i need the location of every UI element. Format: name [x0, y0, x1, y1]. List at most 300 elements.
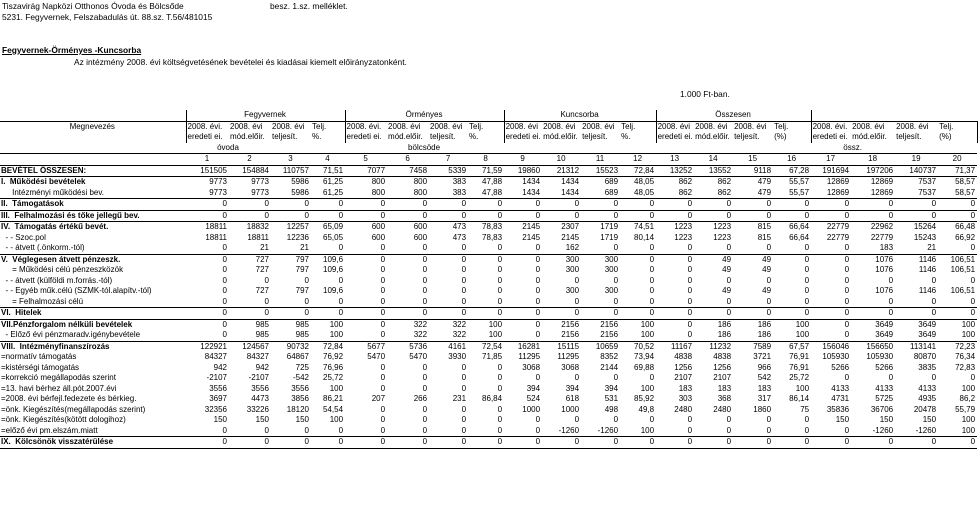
cell-value: 0	[535, 243, 541, 252]
cell-value: 0	[422, 373, 428, 382]
cell-value: 0	[726, 275, 732, 285]
cell-value: 1223	[656, 222, 694, 233]
cell-value: 12869	[811, 177, 851, 188]
cell-value: 4161	[429, 341, 468, 352]
cell-value: 0	[338, 275, 344, 285]
cell-value: 800	[387, 177, 429, 188]
cell-value: 0	[773, 254, 811, 265]
table-row	[0, 265, 977, 276]
cell-value: 266	[413, 394, 428, 403]
row-label: VI. Hitelek	[0, 308, 186, 320]
cell-value: 0	[574, 373, 580, 382]
cell-value: 3649	[851, 319, 895, 330]
cell-value: 0	[844, 296, 850, 306]
column-number-4: 4	[311, 154, 345, 166]
cell-value: 75	[800, 404, 810, 414]
cell-value: 0	[186, 210, 229, 222]
cell-value: 479	[733, 177, 773, 188]
cell-value: 0	[687, 286, 693, 295]
cell-value: 0	[222, 286, 227, 295]
cell-value: 100	[311, 319, 345, 330]
cell-value: 0	[387, 437, 429, 449]
cell-value: 0	[844, 425, 850, 435]
cell-value: 0	[222, 275, 227, 285]
cell-value: 18811	[205, 232, 227, 242]
table-row	[0, 177, 977, 188]
cell-value: 800	[371, 187, 386, 197]
cell-value: 21	[260, 243, 269, 252]
cell-value: 0	[649, 243, 655, 252]
cell-value: 2145	[504, 222, 542, 233]
column-header-top-20: Telj.	[938, 121, 977, 132]
cell-value: 0	[422, 415, 428, 424]
cell-value: 0	[888, 275, 894, 285]
cell-value: 8352	[600, 352, 619, 361]
cell-value: 55,57	[789, 187, 810, 197]
cell-value: 0	[338, 296, 344, 306]
column-header-top-13: 2008. évi	[656, 121, 694, 132]
cell-value: 0	[497, 425, 503, 435]
cell-value: 725	[295, 362, 309, 372]
cell-value: 191694	[811, 165, 851, 177]
cell-value: 0	[535, 296, 541, 306]
cell-value: 0	[429, 254, 468, 265]
cell-value: 69,88	[634, 362, 655, 372]
column-number-5: 5	[345, 154, 387, 166]
cell-value: 0	[649, 296, 655, 306]
group-osszesen: Összesen	[656, 110, 811, 121]
cell-value: 231	[452, 394, 467, 403]
cell-value: 106,51	[950, 286, 976, 295]
cell-value: 498	[604, 404, 619, 414]
cell-value: 0	[581, 437, 620, 449]
cell-value: 0	[387, 254, 429, 265]
cell-value: 100	[640, 425, 655, 435]
column-number-7: 7	[429, 154, 468, 166]
row-label: =kistérségi támogatás	[1, 362, 80, 372]
cell-value: 100	[961, 425, 976, 435]
cell-value: 1719	[600, 232, 619, 242]
cell-value: 4838	[674, 352, 693, 361]
cell-value: 0	[461, 362, 467, 372]
row-label: II. Támogatások	[0, 199, 186, 211]
cell-value: 0	[422, 243, 428, 252]
cell-value: 0	[811, 254, 851, 265]
cell-value: 22779	[811, 222, 851, 233]
cell-value: 0	[938, 210, 977, 222]
column-header-bottom-9: eredeti ei.	[505, 132, 541, 141]
cell-value: 70,52	[620, 341, 656, 352]
cell-value: 0	[811, 308, 851, 320]
cell-value: 727	[255, 286, 269, 295]
cell-value: 618	[565, 394, 580, 403]
row-label: =13. havi bérhez áll.pót.2007.évi	[1, 383, 117, 393]
column-number-1: 1	[186, 154, 229, 166]
cell-value: 2156	[542, 319, 581, 330]
cell-value: 0	[461, 415, 467, 424]
column-header-top-16: Telj.	[773, 121, 811, 132]
cell-value: 0	[535, 265, 541, 274]
organization-title: Fegyvernek-Örményes -Kuncsorba	[2, 45, 142, 55]
cell-value: 0	[844, 265, 850, 274]
cell-value: 0	[773, 308, 811, 320]
cell-value: 0	[613, 415, 619, 424]
cell-value: 0	[497, 373, 503, 382]
cell-value: 394	[604, 383, 619, 393]
table-row	[0, 352, 977, 363]
cell-value: 3856	[291, 394, 309, 403]
cell-value: 5266	[831, 362, 850, 372]
cell-value: 0	[649, 415, 655, 424]
cell-value: 1223	[713, 232, 732, 242]
table-row	[0, 276, 977, 287]
cell-value: 76,91	[789, 362, 810, 372]
cell-value: 600	[345, 222, 387, 233]
cell-value: 300	[542, 254, 581, 265]
cell-value: 0	[844, 243, 850, 252]
cell-value: 0	[222, 265, 227, 274]
column-header-top-8: Telj.	[468, 121, 504, 132]
cell-value: 0	[970, 296, 976, 306]
cell-value: 368	[717, 394, 732, 403]
row-label: =normatív támogatás	[1, 352, 77, 361]
column-header-bottom-17: eredeti ei.	[811, 132, 851, 143]
cell-value: 0	[542, 199, 581, 211]
institution-address: 5231. Fegyvernek, Felszabadulás út. 88.sz. T.56/481015	[2, 12, 213, 22]
cell-value: 0	[574, 275, 580, 285]
cell-value: 0	[773, 210, 811, 222]
cell-value: 7077	[345, 165, 387, 177]
cell-value: 0	[535, 415, 541, 424]
sub-label-row	[0, 143, 977, 154]
cell-value: 35836	[826, 404, 850, 414]
cell-value: 109,6	[323, 265, 344, 274]
cell-value: 122921	[186, 341, 229, 352]
cell-value: 0	[851, 199, 895, 211]
cell-value: 3930	[448, 352, 467, 361]
cell-value: 86,14	[789, 394, 810, 403]
table-row	[0, 394, 977, 405]
column-number-15: 15	[733, 154, 773, 166]
cell-value: 0	[497, 362, 503, 372]
cell-value: 0	[468, 308, 504, 320]
cell-value: 815	[733, 222, 773, 233]
cell-value: 0	[613, 243, 619, 252]
cell-value: 71,85	[482, 352, 503, 361]
row-label: =önk. Kiegészítés(megállapodás szerint)	[1, 404, 146, 414]
cell-value: 0	[345, 199, 387, 211]
cell-value: 18811	[186, 222, 229, 233]
cell-value: 64867	[286, 352, 309, 361]
cell-value: 2156	[561, 330, 580, 339]
cell-value: 5725	[875, 394, 894, 403]
cell-value: 109,6	[311, 254, 345, 265]
cell-value: 0	[694, 308, 733, 320]
table-row	[0, 286, 977, 297]
cell-value: 0	[970, 275, 976, 285]
cell-value: 0	[844, 286, 850, 295]
cell-value: 186	[757, 330, 772, 339]
cell-value: 531	[604, 394, 619, 403]
column-number-13: 13	[656, 154, 694, 166]
cell-value: 0	[468, 437, 504, 449]
cell-value: 0	[649, 275, 655, 285]
cell-value: 71,37	[938, 165, 977, 177]
cell-value: 0	[844, 373, 850, 382]
cell-value: 0	[970, 243, 976, 252]
cell-value: 1076	[875, 286, 894, 295]
cell-value: 49	[762, 286, 772, 295]
cell-value: 689	[604, 187, 619, 197]
cell-value: 1146	[895, 254, 938, 265]
cell-value: 0	[461, 275, 467, 285]
cell-value: 0	[264, 296, 269, 306]
table-row	[0, 188, 977, 199]
cell-value: 0	[345, 210, 387, 222]
cell-value: 0	[733, 437, 773, 449]
cell-value: 303	[678, 394, 693, 403]
cell-value: 1076	[851, 254, 895, 265]
cell-value: 0	[429, 199, 468, 211]
cell-value: 0	[229, 437, 271, 449]
column-header-bottom-6: mód.előir.	[388, 132, 423, 141]
row-label: VIII. Intézményfinanszírozás	[0, 341, 186, 352]
cell-value: 0	[581, 210, 620, 222]
cell-value: 0	[811, 199, 851, 211]
cell-value: 80870	[913, 352, 937, 361]
cell-value: 0	[422, 265, 428, 274]
column-number-19: 19	[895, 154, 938, 166]
column-header-bottom-2: mód.előir.	[230, 132, 265, 141]
cell-value: 0	[542, 308, 581, 320]
cell-value: 0	[804, 275, 810, 285]
table-row	[0, 233, 977, 244]
cell-value: 76,96	[323, 362, 344, 372]
column-header-top-3: 2008. évi	[271, 121, 311, 132]
cell-value: 0	[311, 308, 345, 320]
cell-value: 58,57	[938, 177, 977, 188]
cell-value: 815	[757, 232, 772, 242]
cell-value: 0	[620, 210, 656, 222]
cell-value: 0	[811, 437, 851, 449]
cell-value: 0	[851, 437, 895, 449]
cell-value: 0	[687, 243, 693, 252]
cell-value: 1076	[875, 265, 894, 274]
cell-value: 21312	[542, 165, 581, 177]
cell-value: 65,09	[311, 222, 345, 233]
cell-value: 0	[222, 425, 227, 435]
cell-value: 100	[795, 330, 810, 339]
cell-value: 49	[694, 254, 733, 265]
column-header-bottom-7: teljesít.	[430, 132, 456, 141]
cell-value: 67,28	[773, 165, 811, 177]
cell-value: 0	[264, 425, 269, 435]
cell-value: 100	[640, 383, 655, 393]
cell-value: 0	[222, 296, 227, 306]
cell-value: 4731	[831, 394, 850, 403]
cell-value: 1719	[581, 222, 620, 233]
cell-value: 0	[844, 275, 850, 285]
cell-value: 32356	[204, 404, 227, 414]
budget-table	[0, 110, 978, 449]
table-row	[0, 405, 977, 416]
group-header-row	[0, 110, 977, 121]
cell-value: 4473	[251, 394, 269, 403]
table-row	[0, 165, 977, 177]
column-header-top-11: 2008. évi	[581, 121, 620, 132]
cell-value: 0	[766, 415, 772, 424]
cell-value: 162	[565, 243, 580, 252]
sub-label-ovoda: óvoda	[217, 142, 239, 152]
cell-value: 300	[604, 286, 619, 295]
column-number-8: 8	[468, 154, 504, 166]
cell-value: 0	[461, 404, 467, 414]
cell-value: 322	[387, 319, 429, 330]
cell-value: 7537	[895, 177, 938, 188]
cell-value: 3649	[895, 319, 938, 330]
cell-value: 186	[694, 319, 733, 330]
cell-value: 9773	[229, 177, 271, 188]
cell-value: 0	[733, 199, 773, 211]
cell-value: 3068	[561, 362, 580, 372]
cell-value: 100	[640, 330, 655, 339]
cell-value: 5470	[409, 352, 428, 361]
cell-value: 0	[535, 330, 541, 339]
cell-value: 797	[295, 286, 309, 295]
cell-value: 0	[497, 404, 503, 414]
cell-value: 0	[535, 286, 541, 295]
cell-value: 76,91	[789, 352, 810, 361]
cell-value: 1434	[561, 187, 580, 197]
column-header-row-bottom	[0, 132, 977, 143]
cell-value: 21	[927, 243, 937, 252]
row-label: = Működési célú pénzeszközök	[1, 265, 124, 274]
cell-value: 0	[844, 330, 850, 339]
cell-value: 10659	[581, 341, 620, 352]
cell-value: 13252	[656, 165, 694, 177]
table-row	[0, 341, 977, 352]
cell-value: 2107	[713, 373, 732, 382]
cell-value: 12869	[826, 187, 850, 197]
cell-value: 0	[804, 415, 810, 424]
cell-value: 966	[757, 362, 772, 372]
cell-value: 322	[452, 330, 467, 339]
row-label: =korrekció megállapodás szerint	[1, 373, 116, 382]
cell-value: 0	[649, 373, 655, 382]
cell-value: 150	[213, 415, 227, 424]
cell-value: 0	[380, 286, 386, 295]
cell-value: 49,8	[638, 404, 655, 414]
cell-value: 9773	[209, 187, 227, 197]
cell-value: 4935	[918, 394, 937, 403]
cell-value: 22779	[870, 232, 894, 242]
cell-value: 2480	[713, 404, 732, 414]
row-label: - - Szoc.pol	[1, 232, 46, 242]
column-header-bottom-14: mód.előir.	[695, 132, 730, 141]
cell-value: 0	[461, 243, 467, 252]
table-row	[0, 363, 977, 374]
cell-value: 100	[468, 319, 504, 330]
cell-value: 78,83	[468, 222, 504, 233]
cell-value: 156650	[851, 341, 895, 352]
cell-value: 0	[422, 286, 428, 295]
row-label: = Felhalmozási célú	[1, 296, 84, 306]
cell-value: 154884	[229, 165, 271, 177]
cell-value: 12257	[271, 222, 311, 233]
column-header-top-5: 2008. évi.	[345, 121, 387, 132]
cell-value: 183	[879, 243, 894, 252]
cell-value: 0	[895, 210, 938, 222]
cell-value: 2156	[581, 319, 620, 330]
cell-value: 3556	[209, 383, 227, 393]
cell-value: 1223	[674, 232, 693, 242]
cell-value: 300	[604, 265, 619, 274]
cell-value: 49	[722, 286, 732, 295]
cell-value: 0	[613, 296, 619, 306]
cell-value: 322	[413, 330, 428, 339]
cell-value: 55,57	[773, 177, 811, 188]
cell-value: 0	[613, 275, 619, 285]
cell-value: 0	[380, 296, 386, 306]
cell-value: -1260	[558, 425, 580, 435]
cell-value: 0	[338, 425, 344, 435]
column-number-10: 10	[542, 154, 581, 166]
cell-value: 11295	[557, 352, 580, 361]
sub-label-ossz: össz.	[843, 142, 862, 152]
column-header-bottom-12: %.	[621, 132, 631, 141]
cell-value: 3697	[209, 394, 227, 403]
column-header-bottom-19: teljesít.	[896, 132, 922, 141]
cell-value: 985	[229, 319, 271, 330]
cell-value: -542	[292, 373, 309, 382]
cell-value: 13552	[694, 165, 733, 177]
cell-value: 0	[504, 210, 542, 222]
column-number-11: 11	[581, 154, 620, 166]
cell-value: 71,51	[311, 165, 345, 177]
row-label: III. Felhalmozási és tőke jellegű bev.	[0, 210, 186, 222]
column-header-top-19: 2008. évi	[895, 121, 938, 132]
cell-value: 58,57	[955, 187, 976, 197]
cell-value: 72,23	[938, 341, 977, 352]
cell-value: 3649	[875, 330, 894, 339]
cell-value: 0	[311, 199, 345, 211]
cell-value: 12236	[286, 232, 309, 242]
cell-value: 2144	[600, 362, 619, 372]
cell-value: 4133	[831, 383, 850, 393]
cell-value: 2145	[561, 232, 580, 242]
cell-value: 0	[222, 330, 227, 339]
cell-value: 100	[938, 319, 977, 330]
cell-value: 0	[429, 437, 468, 449]
column-number-14: 14	[694, 154, 733, 166]
cell-value: 0	[620, 308, 656, 320]
cell-value: 7589	[733, 341, 773, 352]
group-kuncsorba: Kuncsorba	[504, 110, 656, 121]
cell-value: 689	[581, 177, 620, 188]
cell-value: 0	[773, 199, 811, 211]
cell-value: 78,83	[482, 232, 503, 242]
cell-value: 0	[186, 437, 229, 449]
cell-value: 4133	[918, 383, 937, 393]
table-row	[0, 415, 977, 426]
cell-value: 15115	[542, 341, 581, 352]
cell-value: 1146	[918, 286, 937, 295]
cell-value: 0	[574, 296, 580, 306]
cell-value: 985	[255, 330, 269, 339]
cell-value: 11232	[694, 341, 733, 352]
cell-value: 0	[938, 199, 977, 211]
cell-value: 18832	[229, 222, 271, 233]
